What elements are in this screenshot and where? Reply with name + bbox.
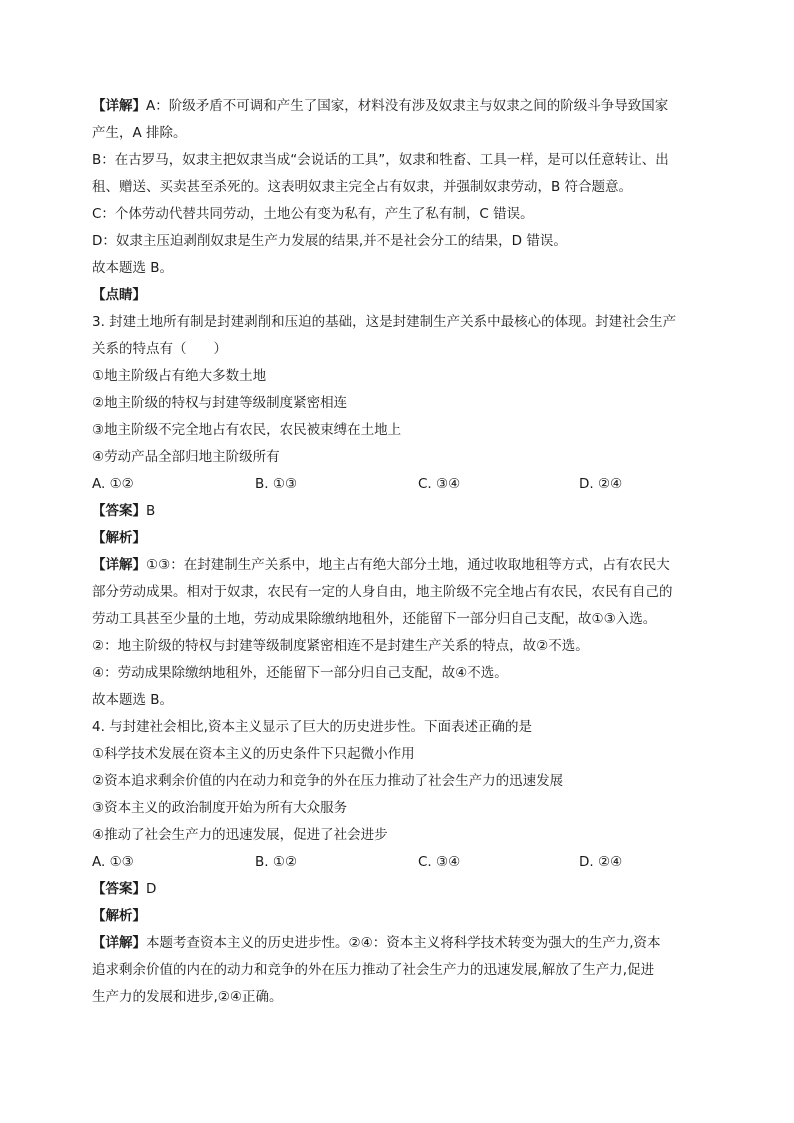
q4-answer	[92, 876, 712, 903]
q4-options	[92, 849, 712, 876]
q2-detail-b-line-1: B：在古罗马，奴隶主把奴隶当成“会说话的工具”，奴隶和牲畜、工具一样，是可以任意转让、出	[92, 152, 669, 168]
q2-detail-a-line-2: 产生，A 排除。	[92, 125, 187, 141]
q3-item-4: ④劳动产品全部归地主阶级所有	[92, 449, 280, 465]
q4-stem: 4. 与封建社会相比,资本主义显示了巨大的历史进步性。下面表述正确的是	[92, 719, 532, 735]
q4-detail-line-2: 追求剩余价值的内在的动力和竞争的外在压力推动了社会生产力的迅速发展,解放了生产力,促进	[92, 962, 655, 978]
q3-answer	[92, 498, 712, 525]
q4-item-3: ③资本主义的政治制度开始为所有大众服务	[92, 800, 348, 816]
q4-item-1: ①科学技术发展在资本主义的历史条件下只起微小作用	[92, 746, 415, 762]
q3-detail-line-1: 【详解】①③：在封建制生产关系中，地主占有绝大部分土地，通过收取地租等方式，占有农民大	[92, 557, 670, 573]
q4-item-2: ②资本追求剩余价值的内在动力和竞争的外在压力推动了社会生产力的迅速发展	[92, 773, 564, 789]
document-page	[92, 93, 712, 1011]
q3-item-2: ②地主阶级的特权与封建等级制度紧密相连	[92, 395, 348, 411]
q3-option-c: C. ③④	[418, 476, 461, 492]
q3-option-a: A. ①②	[92, 476, 134, 492]
q2-detail-d: D：奴隶主压迫剥削奴隶是生产力发展的结果,并不是社会分工的结果，D 错误。	[92, 233, 567, 249]
q3-option-b: B. ①③	[255, 476, 298, 492]
q3-detail-line-3: 劳动工具甚至少量的土地，劳动成果除缴纳地租外，还能留下一部分归自己支配，故①③入选。	[92, 611, 657, 627]
q3-options	[92, 471, 712, 498]
q2-detail-b-line-2: 租、赠送、买卖甚至杀死的。这表明奴隶主完全占有奴隶，并强制奴隶劳动，B 符合题意。	[92, 179, 633, 195]
q4-option-c: C. ③④	[418, 854, 461, 870]
q3-option-d: D. ②④	[579, 476, 623, 492]
q3-analysis-tag: 【解析】	[92, 530, 146, 546]
q3-item-3: ③地主阶级不完全地占有农民，农民被束缚在土地上	[92, 422, 402, 438]
answer-value: D	[146, 881, 157, 897]
q4-option-a: A. ①③	[92, 854, 134, 870]
q4-detail-line-1: 【详解】本题考查资本主义的历史进步性。②④：资本主义将科学技术转变为强大的生产力,资本	[92, 935, 661, 951]
answer-tag: 【答案】	[92, 503, 146, 519]
q2-conclusion: 故本题选 B。	[92, 260, 174, 276]
q4-detail-line-3: 生产力的发展和进步,②④正确。	[92, 989, 283, 1005]
q3-detail-line-2: 部分劳动成果。相对于奴隶，农民有一定的人身自由，地主阶级不完全地占有农民，农民有自己的	[92, 584, 673, 600]
q2-detail-c: C：个体劳动代替共同劳动，土地公有变为私有，产生了私有制，C 错误。	[92, 206, 534, 222]
detail-tag: 【详解】	[92, 557, 146, 573]
q4-option-b: B. ①②	[255, 854, 298, 870]
q3-detail-line-4: ②：地主阶级的特权与封建等级制度紧密相连不是封建生产关系的特点，故②不选。	[92, 638, 589, 654]
q4-option-d: D. ②④	[579, 854, 623, 870]
q4-item-4: ④推动了社会生产力的迅速发展，促进了社会进步	[92, 827, 388, 843]
answer-value: B	[146, 503, 156, 519]
q3-conclusion: 故本题选 B。	[92, 692, 174, 708]
q3-item-1: ①地主阶级占有绝大多数土地	[92, 368, 267, 384]
detail-tag: 【详解】	[92, 935, 146, 951]
answer-tag: 【答案】	[92, 881, 146, 897]
q4-analysis-tag: 【解析】	[92, 908, 146, 924]
detail-tag: 【详解】	[92, 98, 146, 114]
q3-stem-line-2: 关系的特点有（ ）	[92, 341, 227, 357]
q3-stem-line-1: 3. 封建土地所有制是封建剥削和压迫的基础，这是封建制生产关系中最核心的体现。封建社会生产	[92, 314, 677, 330]
q3-detail-line-5: ④：劳动成果除缴纳地租外，还能留下一部分归自己支配，故④不选。	[92, 665, 508, 681]
q2-dianjing-tag: 【点睛】	[92, 287, 146, 303]
q2-detail-a-line-1: 【详解】A：阶级矛盾不可调和产生了国家，材料没有涉及奴隶主与奴隶之间的阶级斗争导致国家	[92, 98, 669, 114]
